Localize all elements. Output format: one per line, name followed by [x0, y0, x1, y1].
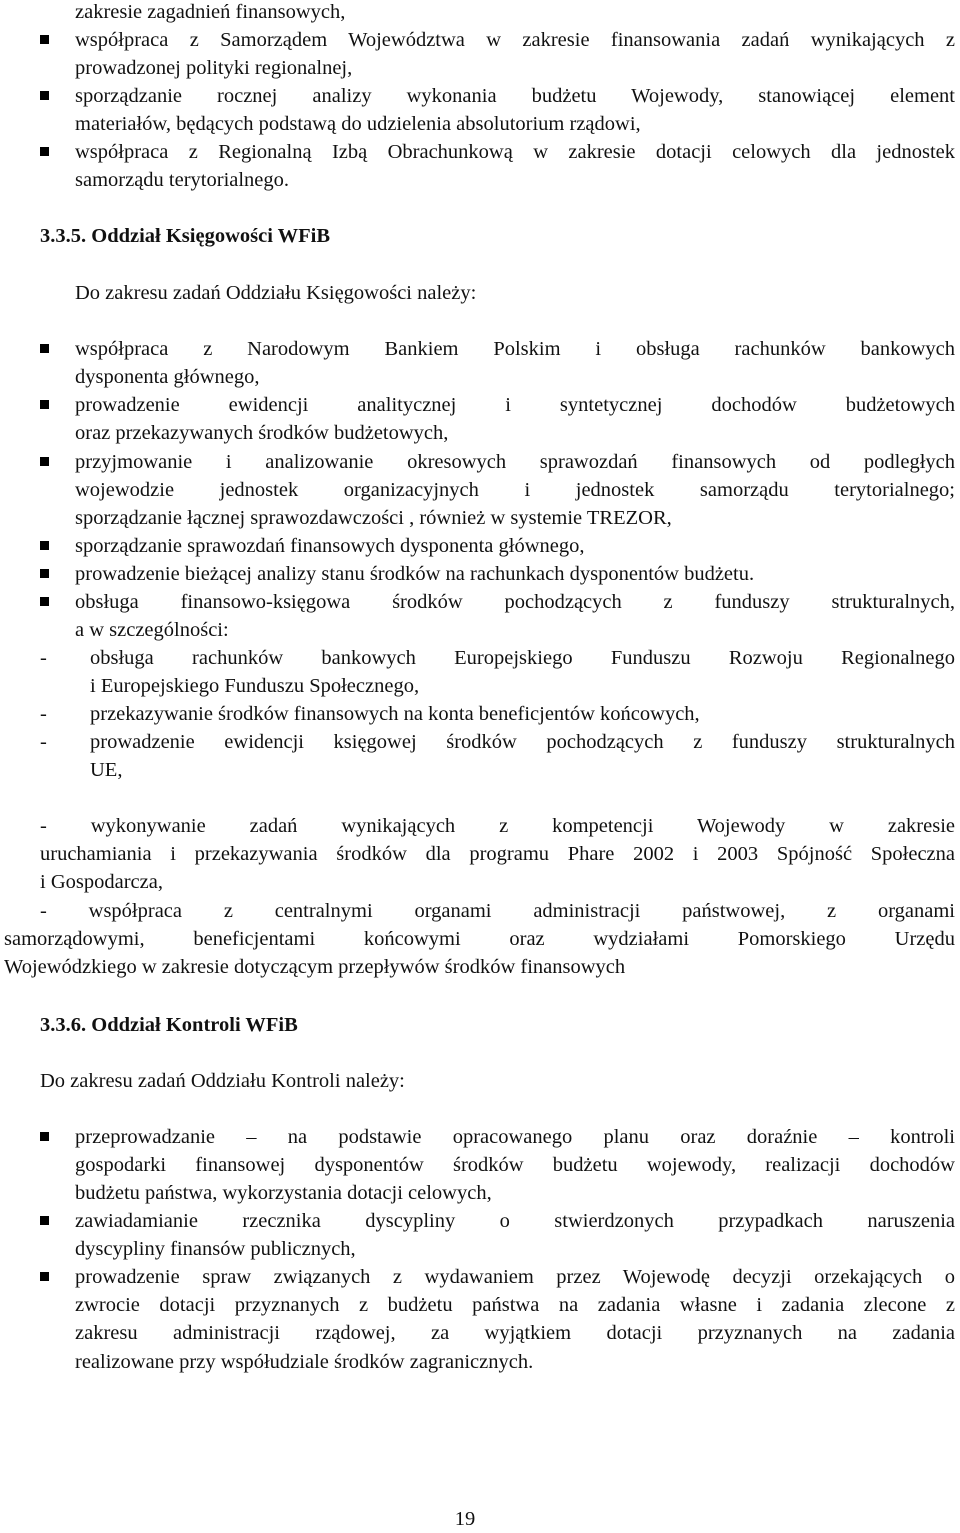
- dash-list-item: obsługa rachunków bankowych Europejskiego Funduszu Rozwoju Regionalnego i Europejskiego Funduszu Społecznego,: [90, 647, 955, 698]
- paragraph: - współpraca z centralnymi organami administracji państwowej, z organami samorządowymi, beneficjentami końcowymi oraz wydziałami Pomorskiego Urzędu Wojewódzkiego w zakresie dotyczącym przepływów środków finansowych: [4, 900, 955, 979]
- bullet-icon: [40, 147, 49, 156]
- section-heading: 3.3.6. Oddział Kontroli WFiB: [40, 1014, 298, 1036]
- page-number: 19: [454, 1508, 476, 1530]
- bullet-icon: [40, 35, 49, 44]
- list-item: współpraca z Samorządem Województwa w zakresie finansowania zadań wynikających z prowadzonej polityki regionalnej,: [75, 29, 955, 80]
- dash-marker: -: [40, 731, 47, 753]
- list-item: prowadzenie spraw związanych z wydawaniem przez Wojewodę decyzji orzekających o zwrocie dotacji przyznanych z budżetu państwa na zadania własne i zadania zlecone z zakresu administracji rządowej, za wyjątkiem dotacji przyznanych na zadania realizowane przy współudziale środków zagranicznych.: [75, 1266, 955, 1373]
- dash-list-item: przekazywanie środków finansowych na konta beneficjentów końcowych,: [90, 703, 700, 725]
- section-intro: Do zakresu zadań Oddziału Kontroli należy:: [40, 1070, 405, 1092]
- list-item: obsługa finansowo-księgowa środków pochodzących z funduszy strukturalnych, a w szczególności:: [75, 591, 955, 642]
- paragraph: - wykonywanie zadań wynikających z kompetencji Wojewody w zakresie uruchamiania i przekazywania środków dla programu Phare 2002 i 2003 Spójność Społeczna i Gospodarcza,: [40, 815, 955, 894]
- list-item: przeprowadzanie – na podstawie opracowanego planu oraz doraźnie – kontroli gospodarki finansowej dysponentów środków budżetu wojewody, realizacji dochodów budżetu państwa, wykorzystania dotacji celowych,: [75, 1126, 955, 1205]
- list-item: współpraca z Regionalną Izbą Obrachunkową w zakresie dotacji celowych dla jednostek samorządu terytorialnego.: [75, 141, 955, 192]
- bullet-icon: [40, 541, 49, 550]
- bullet-icon: [40, 457, 49, 466]
- section-intro: Do zakresu zadań Oddziału Księgowości należy:: [75, 282, 477, 304]
- bullet-icon: [40, 91, 49, 100]
- bullet-icon: [40, 344, 49, 353]
- bullet-icon: [40, 569, 49, 578]
- list-item: sporządzanie rocznej analizy wykonania budżetu Wojewody, stanowiącej element materiałów, będących podstawą do udzielenia absolutorium rządowi,: [75, 85, 955, 136]
- bullet-icon: [40, 1216, 49, 1225]
- dash-marker: -: [40, 647, 47, 669]
- bullet-icon: [40, 400, 49, 409]
- continuation-line: zakresie zagadnień finansowych,: [75, 1, 346, 23]
- bullet-icon: [40, 597, 49, 606]
- section-heading: 3.3.5. Oddział Księgowości WFiB: [40, 225, 331, 247]
- dash-marker: -: [40, 703, 47, 725]
- dash-list-item: prowadzenie ewidencji księgowej środków pochodzących z funduszy strukturalnych UE,: [90, 731, 955, 782]
- bullet-icon: [40, 1272, 49, 1281]
- list-item: sporządzanie sprawozdań finansowych dysponenta głównego,: [75, 535, 585, 557]
- list-item: prowadzenie ewidencji analitycznej i syntetycznej dochodów budżetowych oraz przekazywanych środków budżetowych,: [75, 394, 955, 445]
- list-item: współpraca z Narodowym Bankiem Polskim i obsługa rachunków bankowych dysponenta głównego,: [75, 338, 955, 389]
- list-item: zawiadamianie rzecznika dyscypliny o stwierdzonych przypadkach naruszenia dyscypliny finansów publicznych,: [75, 1210, 955, 1261]
- list-item: przyjmowanie i analizowanie okresowych sprawozdań finansowych od podległych wojewodzie jednostek organizacyjnych i jednostek samorządu terytorialnego; sporządzanie łącznej sprawozdawczości , również w systemie TREZOR,: [75, 451, 955, 530]
- list-item: prowadzenie bieżącej analizy stanu środków na rachunkach dysponentów budżetu.: [75, 563, 755, 585]
- bullet-icon: [40, 1132, 49, 1141]
